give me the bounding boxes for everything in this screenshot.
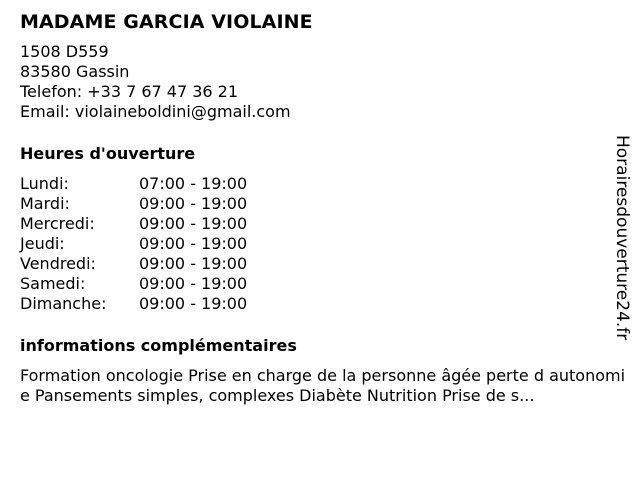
site-watermark: Horairesdouverture24.fr [612,135,632,341]
hours-row-wednesday [20,214,632,234]
additional-info-text: Formation oncologie Prise en charge de la personne âgée perte d autonomie Pansements simples, complexes Diabète Nutrition Prise de s... [20,366,626,405]
hours-row-saturday [20,274,632,294]
time-range: 09:00 - 19:00 [139,294,248,313]
day-label: Mercredi: [20,214,95,233]
hours-row-sunday [20,294,632,314]
time-range: 09:00 - 19:00 [139,194,248,213]
time-range: 07:00 - 19:00 [139,174,248,193]
time-range: 09:00 - 19:00 [139,214,248,233]
phone-number: Telefon: +33 7 67 47 36 21 [20,82,239,101]
hours-row-tuesday [20,194,632,214]
time-range: 09:00 - 19:00 [139,274,248,293]
business-card [20,10,632,406]
day-label: Samedi: [20,274,86,293]
hours-row-thursday [20,234,632,254]
hours-row-monday [20,174,632,194]
time-range: 09:00 - 19:00 [139,254,248,273]
time-range: 09:00 - 19:00 [139,234,248,253]
day-label: Jeudi: [20,234,65,253]
opening-hours-list [20,174,632,314]
business-name: MADAME GARCIA VIOLAINE [20,11,313,33]
address-line-2: 83580 Gassin [20,62,130,81]
opening-hours-heading: Heures d'ouverture [20,144,196,163]
day-label: Lundi: [20,174,69,193]
hours-row-friday [20,254,632,274]
address-line-1: 1508 D559 [20,42,109,61]
email-address: Email: violaineboldini@gmail.com [20,102,291,121]
additional-info-heading: informations complémentaires [20,336,297,355]
day-label: Mardi: [20,194,70,213]
day-label: Vendredi: [20,254,96,273]
day-label: Dimanche: [20,294,107,313]
